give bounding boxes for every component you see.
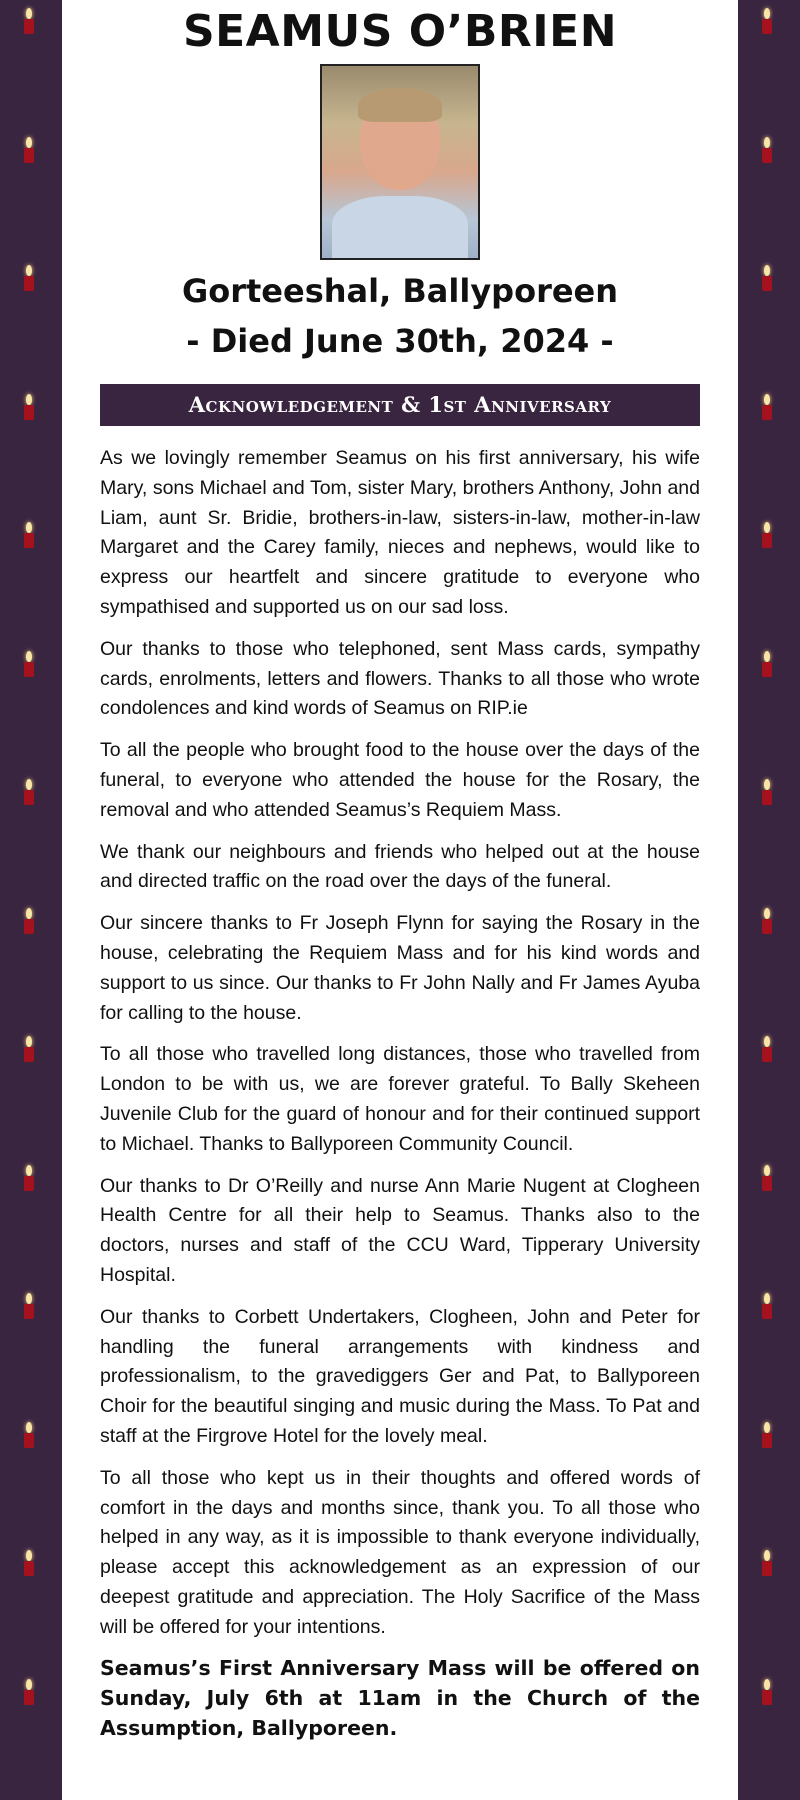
section-banner: Acknowledgement & 1st Anniversary [100,384,700,426]
portrait-photo [320,64,480,260]
candle-icon [22,1165,36,1191]
candle-icon [760,394,774,420]
photo-hair-shape [358,88,442,122]
acknowledgement-text [100,444,700,1756]
left-candle-border [0,0,62,1800]
candle-icon [760,779,774,805]
paragraph: As we lovingly remember Seamus on his first anniversary, his wife Mary, sons Michael and Tom, sister Mary, brothers Anthony, John and Liam, aunt Sr. Bridie, brothers-in-law, sisters-in-law, mother-in-law Margaret and the Carey family, nieces and nephews, would like to express our heartfelt and sincere gratitude to everyone who sympathised and supported us on our sad loss. [100,447,700,618]
candle-icon [760,651,774,677]
candle-icon [760,1165,774,1191]
notice-paper [62,0,738,1800]
candle-icon [22,1036,36,1062]
candle-icon [760,1550,774,1576]
candle-icon [22,8,36,34]
date-of-death: - Died June 30th, 2024 - [186,322,614,360]
candle-icon [22,1422,36,1448]
candle-icon [760,1679,774,1705]
candle-icon [760,1293,774,1319]
candle-icon [760,265,774,291]
paragraph: Our thanks to Dr O’Reilly and nurse Ann Marie Nugent at Clogheen Health Centre for all their help to Seamus. Thanks also to the doctors, nurses and staff of the CCU Ward, Tipperary University Hospital. [100,1174,700,1286]
candle-icon [22,1550,36,1576]
candle-icon [22,1679,36,1705]
paragraph: To all those who travelled long distances, those who travelled from London to be with us, we are forever grateful. To Bally Skeheen Juvenile Club for the guard of honour and for their continued support to Michael. Thanks to Ballyporeen Community Council. [100,1043,700,1155]
candle-icon [22,265,36,291]
candle-icon [760,908,774,934]
candle-icon [760,1036,774,1062]
paragraph: Our thanks to those who telephoned, sent Mass cards, sympathy cards, enrolments, letters and flowers. Thanks to all those who wrote condolences and kind words of Seamus on RIP.ie [100,637,700,720]
candle-icon [22,394,36,420]
candle-icon [22,1293,36,1319]
paragraph: Our sincere thanks to Fr Joseph Flynn for saying the Rosary in the house, celebrating the Requiem Mass and for his kind words and support to us since. Our thanks to Fr John Nally and Fr James Ayuba for calling to the house. [100,912,700,1024]
candle-icon [22,908,36,934]
candle-icon [760,522,774,548]
deceased-name: SEAMUS O’BRIEN [182,6,618,57]
right-candle-border [738,0,800,1800]
candle-icon [760,8,774,34]
paragraph: To all those who kept us in their thoughts and offered words of comfort in the days and months since, thank you. To all those who helped in any way, as it is impossible to thank everyone individually, please accept this acknowledgement as an expression of our deepest gratitude and appreciation. The Holy Sacrifice of the Mass will be offered for your intentions. [100,1466,700,1638]
candle-icon [22,779,36,805]
photo-shirt-shape [332,196,468,260]
candle-icon [22,522,36,548]
candle-icon [22,137,36,163]
paragraph: To all the people who brought food to the house over the days of the funeral, to everyone who attended the house for the Rosary, the removal and who attended Seamus’s Requiem Mass. [100,739,700,821]
paragraph: Our thanks to Corbett Undertakers, Clogheen, John and Peter for handling the funeral arrangements with kindness and professionalism, to the gravediggers Ger and Pat, to Ballyporeen Choir for the beautiful singing and music during the Mass. To Pat and staff at the Firgrove Hotel for the lovely meal. [100,1305,700,1447]
candle-icon [760,1422,774,1448]
location-line: Gorteeshal, Ballyporeen [181,272,619,310]
anniversary-mass-notice: Seamus’s First Anniversary Mass will be offered on Sunday, July 6th at 11am in the Church of the Assumption, Ballyporeen. [100,1656,700,1741]
paragraph: We thank our neighbours and friends who helped out at the house and directed traffic on the road over the days of the funeral. [100,840,700,893]
candle-icon [760,137,774,163]
candle-icon [22,651,36,677]
